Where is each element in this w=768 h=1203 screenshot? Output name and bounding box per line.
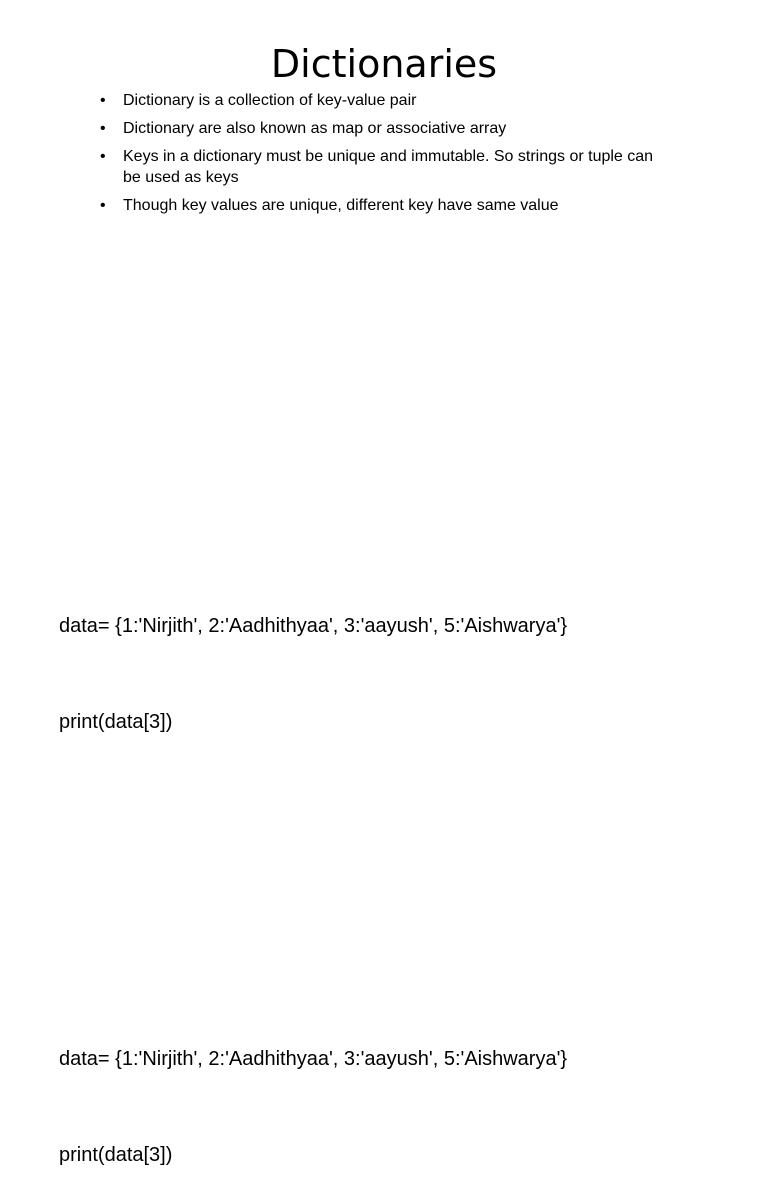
code-line-print: print(data[3]) xyxy=(59,711,173,733)
code-line-dict-definition: data= {1:'Nirjith', 2:'Aadhithyaa', 3:'aayush', 5:'Aishwarya'} xyxy=(59,1048,568,1070)
bullet-text: Dictionary are also known as map or associative array xyxy=(123,120,507,137)
bullet-item xyxy=(100,90,660,111)
bullet-dot-icon: • xyxy=(100,197,106,214)
bullet-list xyxy=(100,90,660,223)
code-example xyxy=(59,979,739,1203)
slide-title: Dictionaries xyxy=(270,42,498,86)
bullet-item xyxy=(100,146,660,188)
bullet-dot-icon: • xyxy=(100,148,106,165)
bullet-item xyxy=(100,118,660,139)
bullet-dot-icon: • xyxy=(100,92,106,109)
bullet-text: Dictionary is a collection of key-value pair xyxy=(123,92,417,109)
bullet-text: Keys in a dictionary must be unique and immutable. So strings or tuple can be used as keys xyxy=(123,148,654,186)
bullet-text: Though key values are unique, different key have same value xyxy=(123,197,559,214)
code-example xyxy=(59,546,739,770)
bullet-dot-icon: • xyxy=(100,120,106,137)
code-line-dict-definition: data= {1:'Nirjith', 2:'Aadhithyaa', 3:'aayush', 5:'Aishwarya'} xyxy=(59,615,568,637)
bullet-item xyxy=(100,195,660,216)
code-line-print: print(data[3]) xyxy=(59,1144,173,1166)
